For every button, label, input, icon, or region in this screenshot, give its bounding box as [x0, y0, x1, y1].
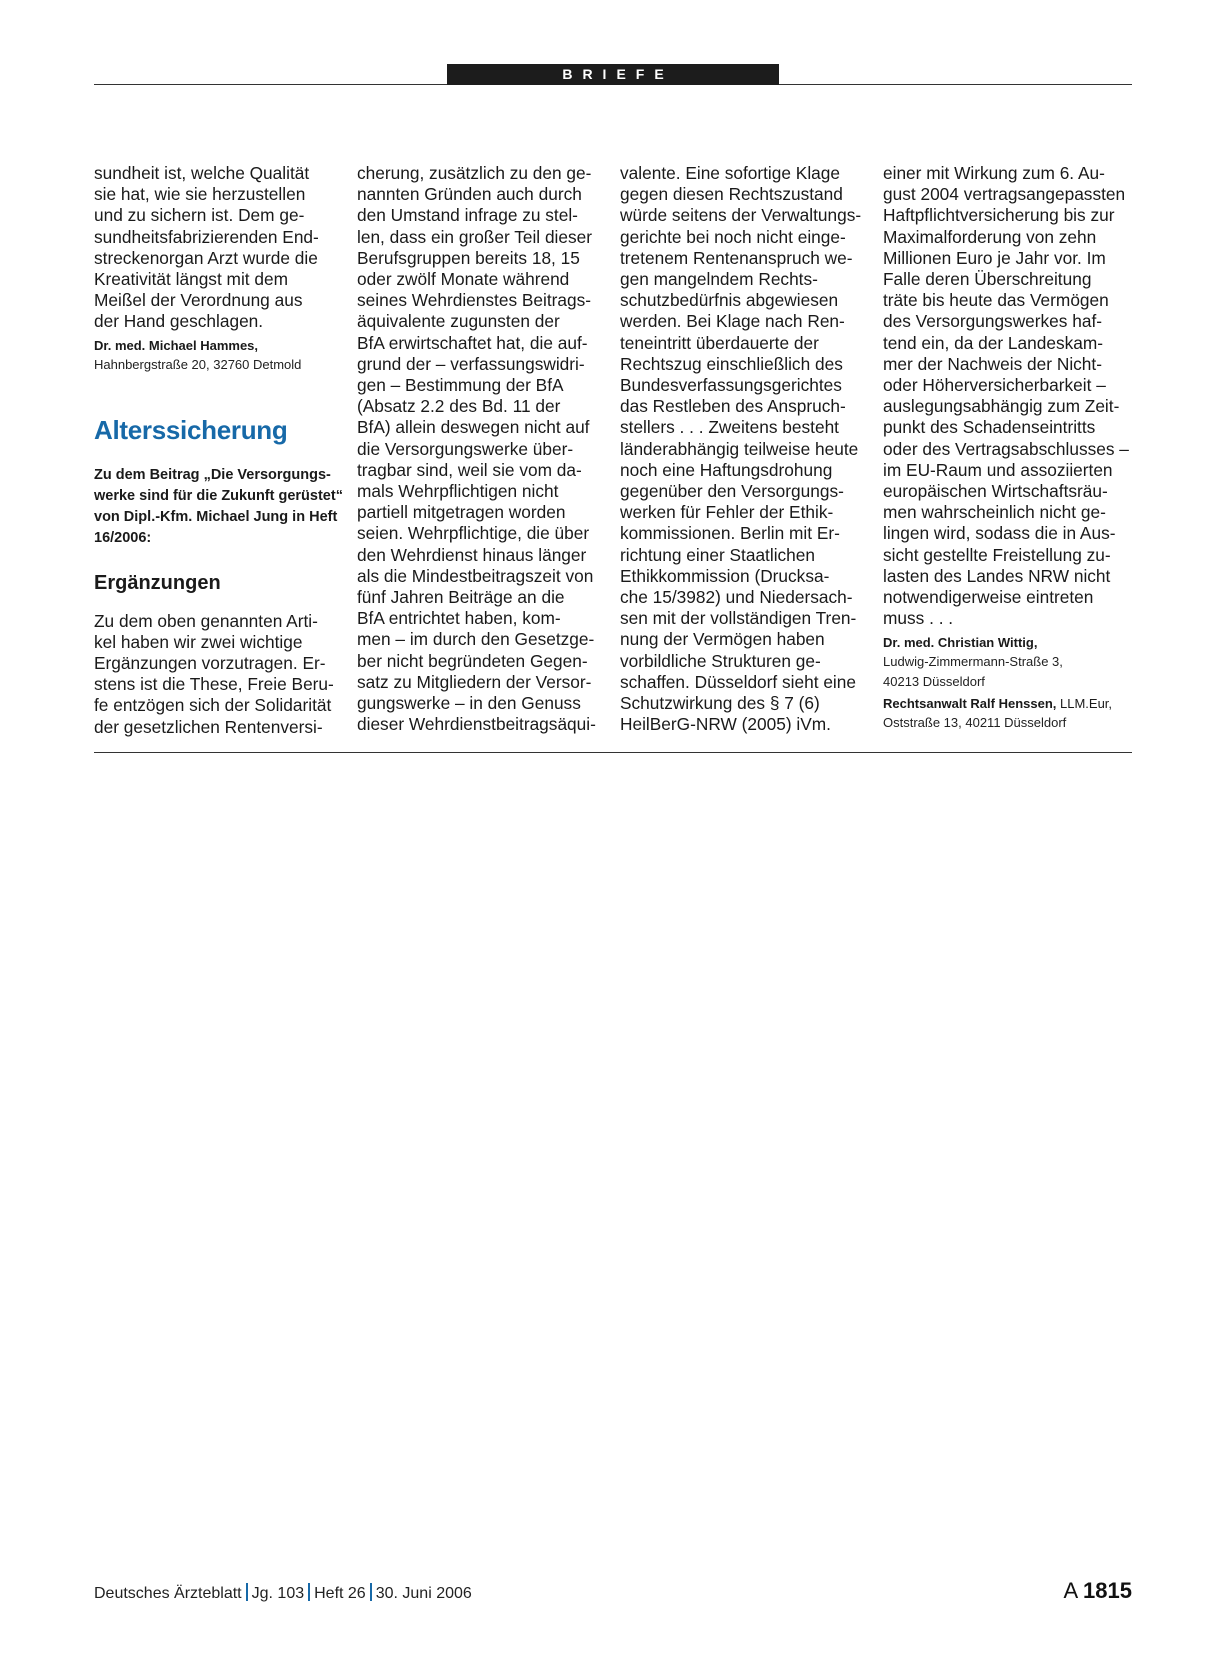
text-line: Kreativität längst mit dem [94, 269, 289, 290]
text-line: Falle deren Überschreitung [883, 269, 1092, 290]
text-line: tend ein, da der Landeskam- [883, 332, 1103, 353]
text-line: ber nicht begründeten Gegen- [357, 650, 588, 671]
text-line: träte bis heute das Vermögen [883, 290, 1109, 311]
text-line: schutzbedürfnis abgewiesen [620, 290, 839, 311]
text-line: gegen diesen Rechtszustand [620, 184, 843, 205]
column-4 [883, 163, 1133, 733]
author-address: Hahnbergstraße 20, 32760 Detmold [94, 356, 302, 372]
text-line: nannten Gründen auch durch [357, 184, 582, 205]
text-line: richtung einer Staatlichen [620, 544, 816, 565]
text-line: 40213 Düsseldorf [883, 674, 985, 690]
text-line: einer mit Wirkung zum 6. Au- [883, 163, 1105, 183]
letter-body-continued [94, 163, 344, 333]
author-name: Dr. med. Michael Hammes, [94, 337, 259, 353]
text-line: sicht gestellte Freistellung zu- [883, 544, 1111, 565]
text-line: noch eine Haftungsdrohung [620, 459, 833, 480]
text-line: auslegungsabhängig zum Zeit- [883, 396, 1120, 417]
section-title: Alterssicherung [94, 414, 288, 445]
text-line: von Dipl.-Kfm. Michael Jung in Heft [94, 508, 338, 525]
author-address-wittig [883, 652, 1133, 692]
footer-separator [370, 1583, 372, 1601]
text-line: valente. Eine sofortige Klage [620, 163, 840, 183]
text-line: punkt des Schadenseintritts [883, 417, 1096, 438]
text-line: nung der Vermögen haben [620, 629, 825, 650]
text-line: sie hat, wie sie herzustellen [94, 184, 306, 205]
text-line: BfA erwirtschaftet hat, die auf- [357, 332, 588, 353]
text-line: würde seitens der Verwaltungs- [620, 205, 862, 226]
author-address-henssen: Oststraße 13, 40211 Düsseldorf [883, 715, 1067, 731]
article-reference [94, 465, 344, 549]
text-line: der gesetzlichen Rentenversi- [94, 716, 323, 737]
issue-date: 30. Juni 2006 [375, 1585, 472, 1602]
column-3 [620, 163, 875, 735]
text-line: die Versorgungswerke über- [357, 438, 574, 459]
text-line: Ergänzungen vorzutragen. Er- [94, 653, 326, 674]
text-line: gen mangelndem Rechts- [620, 269, 818, 290]
page-number-value: 1815 [1083, 1578, 1132, 1603]
text-line: Schutzwirkung des § 7 (6) [620, 693, 820, 714]
text-line: gegenüber den Versorgungs- [620, 481, 844, 502]
text-line: Berufsgruppen bereits 18, 15 [357, 247, 580, 268]
text-line: des Versorgungswerkes haf- [883, 311, 1103, 332]
text-line: lasten des Landes NRW nicht [883, 565, 1111, 586]
letter-body [94, 611, 344, 738]
text-line: stellers . . . Zweitens besteht [620, 417, 839, 438]
text-line: Maximalforderung von zehn [883, 226, 1097, 247]
text-line: tragbar sind, weil sie vom da- [357, 459, 582, 480]
text-line: mer der Nachweis der Nicht- [883, 353, 1102, 374]
column-1 [94, 163, 344, 738]
text-line: HeilBerG-NRW (2005) iVm. [620, 714, 831, 735]
content-bottom-rule [94, 752, 1132, 753]
text-line: den Wehrdienst hinaus länger [357, 544, 587, 565]
text-line: muss . . . [883, 608, 954, 629]
text-line: sundheit ist, welche Qualität [94, 163, 310, 183]
text-line: der Hand geschlagen. [94, 311, 264, 332]
text-line: als die Mindestbeitragszeit von [357, 565, 594, 586]
text-line: che 15/3982) und Niedersach- [620, 587, 853, 608]
page-footer [94, 1583, 472, 1604]
text-line: im EU-Raum und assoziierten [883, 459, 1113, 480]
text-line: lingen wird, sodass die in Aus- [883, 523, 1116, 544]
author-title-henssen: LLM.Eur, [1056, 696, 1113, 712]
letter-headline: Ergänzungen [94, 571, 221, 594]
text-line: Ethikkommission (Drucksa- [620, 565, 830, 586]
text-line: gungswerke – in den Genuss [357, 693, 581, 714]
footer-separator [308, 1583, 310, 1601]
author-name-henssen: Rechtsanwalt Ralf Henssen, [883, 696, 1057, 712]
journal-name: Deutsches Ärzteblatt [94, 1585, 242, 1602]
text-line: das Restleben des Anspruch- [620, 396, 846, 417]
text-line: streckenorgan Arzt wurde die [94, 247, 318, 268]
text-line: BfA) allein deswegen nicht auf [357, 417, 590, 438]
text-line: tretenem Rentenanspruch we- [620, 247, 853, 268]
text-line: partiell mitgetragen worden [357, 502, 566, 523]
section-header-label: BRIEFE [447, 64, 779, 85]
text-line: Meißel der Verordnung aus [94, 290, 303, 311]
journal-volume: Jg. 103 [251, 1585, 305, 1602]
text-line: Bundesverfassungsgerichtes [620, 375, 842, 396]
text-line: BfA entrichtet haben, kom- [357, 608, 561, 629]
text-line: men wahrscheinlich nicht ge- [883, 502, 1106, 523]
text-line: Zu dem oben genannten Arti- [94, 610, 318, 631]
page-prefix: A [1063, 1578, 1077, 1603]
text-line: mals Wehrpflichtigen nicht [357, 481, 559, 502]
text-line: teneintritt überdauerte der [620, 332, 819, 353]
text-line: fe entzögen sich der Solidarität [94, 695, 332, 716]
text-line: cherung, zusätzlich zu den ge- [357, 163, 592, 183]
page-number [1063, 1578, 1132, 1604]
text-line: sen mit der vollständigen Tren- [620, 608, 857, 629]
letter-body-column-3 [620, 163, 875, 735]
text-line: notwendigerweise eintreten [883, 587, 1094, 608]
text-line: (Absatz 2.2 des Bd. 11 der [357, 396, 561, 417]
text-line: Zu dem Beitrag „Die Versorgungs- [94, 466, 331, 483]
text-line: men – im durch den Gesetzge- [357, 629, 595, 650]
footer-separator [246, 1583, 248, 1601]
author-henssen [883, 694, 1133, 713]
text-line: dieser Wehrdienstbeitragsäqui- [357, 714, 596, 735]
text-line: stens ist die These, Freie Beru- [94, 674, 334, 695]
text-line: satz zu Mitgliedern der Versor- [357, 671, 592, 692]
text-line: werken für Fehler der Ethik- [620, 502, 834, 523]
text-line: schaffen. Düsseldorf sieht eine [620, 671, 856, 692]
text-line: Ludwig-Zimmermann-Straße 3, [883, 654, 1063, 670]
text-line: fünf Jahren Beiträge an die [357, 587, 565, 608]
text-line: 16/2006: [94, 529, 152, 546]
text-line: oder des Vertragsabschlusses – [883, 438, 1129, 459]
journal-issue: Heft 26 [314, 1585, 366, 1602]
text-line: kel haben wir zwei wichtige [94, 631, 303, 652]
text-line: Haftpflichtversicherung bis zur [883, 205, 1115, 226]
text-line: seines Wehrdienstes Beitrags- [357, 290, 592, 311]
text-line: gerichte bei noch nicht einge- [620, 226, 846, 247]
text-line: den Umstand infrage zu stel- [357, 205, 578, 226]
text-line: europäischen Wirtschaftsräu- [883, 481, 1108, 502]
text-line: len, dass ein großer Teil dieser [357, 226, 593, 247]
column-2 [357, 163, 607, 735]
letter-body-column-2 [357, 163, 607, 735]
text-line: gust 2004 vertragsangepassten [883, 184, 1126, 205]
text-line: kommissionen. Berlin mit Er- [620, 523, 840, 544]
letter-body-column-4 [883, 163, 1133, 629]
text-line: vorbildliche Strukturen ge- [620, 650, 821, 671]
text-line: und zu sichern ist. Dem ge- [94, 205, 305, 226]
text-line: sundheitsfabrizierenden End- [94, 226, 319, 247]
text-line: grund der – verfassungswidri- [357, 353, 585, 374]
text-line: seien. Wehrpflichtige, die über [357, 523, 590, 544]
text-line: gen – Bestimmung der BfA [357, 375, 564, 396]
text-line: länderabhängig teilweise heute [620, 438, 859, 459]
author-name-wittig: Dr. med. Christian Wittig, [883, 635, 1038, 651]
text-line: werden. Bei Klage nach Ren- [620, 311, 845, 332]
text-line: oder zwölf Monate während [357, 269, 570, 290]
text-line: oder Höherversicherbarkeit – [883, 375, 1106, 396]
text-line: Rechtszug einschließlich des [620, 353, 843, 374]
text-line: äquivalente zugunsten der [357, 311, 560, 332]
text-line: werke sind für die Zukunft gerüstet“ [94, 487, 343, 504]
text-line: Millionen Euro je Jahr vor. Im [883, 247, 1106, 268]
